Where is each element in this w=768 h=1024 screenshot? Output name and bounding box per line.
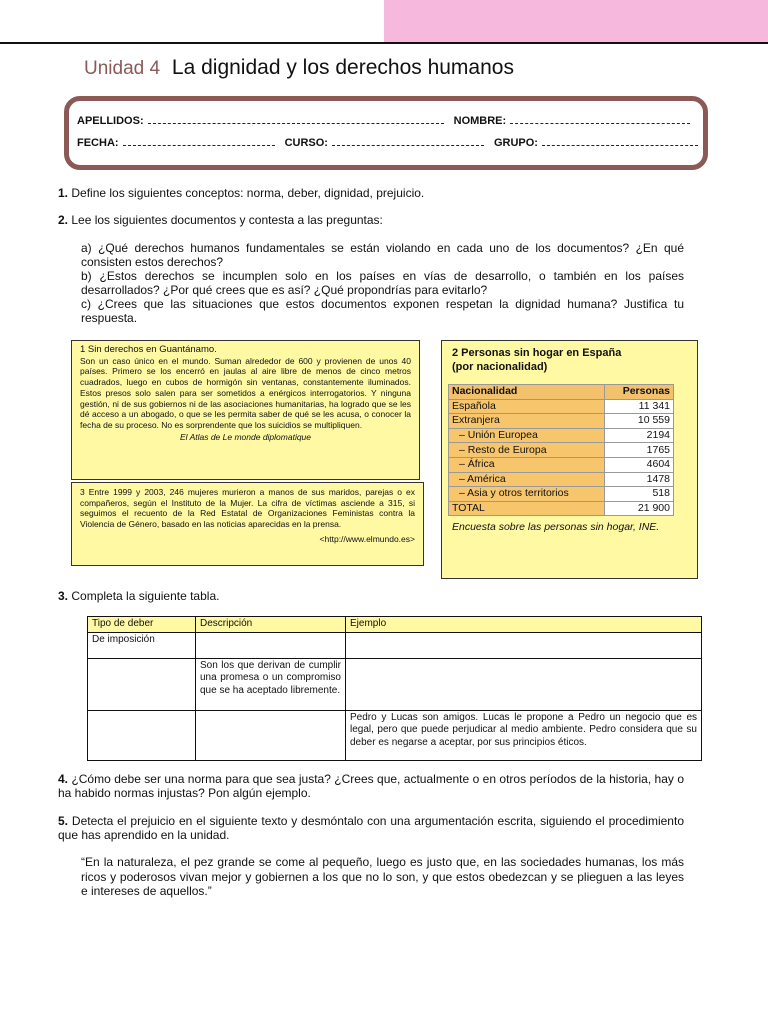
curso-label: CURSO:	[284, 137, 328, 149]
unit-label: Unidad 4	[84, 58, 161, 79]
table-row	[449, 487, 674, 502]
header-pink-box	[384, 0, 768, 42]
prejudice-quote: “En la naturaleza, el pez grande se come al pequeño, luego es justo que, en las sociedades humanas, los más ricos y poderosos vivan mejor y gobiernen a los que no lo son, y que estos obedezcan y se plieguen a las leyes e intereses de aquellos.”	[81, 855, 684, 898]
question-1-number: 1.	[58, 186, 69, 200]
row-value: 1478	[605, 472, 674, 487]
id-row-2	[77, 136, 708, 149]
table-row	[88, 658, 702, 710]
apellidos-field[interactable]	[148, 114, 444, 124]
document-1-source: El Atlas de Le monde diplomatique	[179, 431, 312, 442]
col-personas: Personas	[605, 385, 674, 400]
question-2b: b) ¿Estos derechos se incumplen solo en los países en vías de desarrollo, o también en los países desarrollados? ¿Por qué crees que es así? ¿Qué propondrías para evitarlo?	[81, 269, 684, 297]
row-value: 10 559	[605, 414, 674, 429]
row-name: – África	[449, 457, 605, 472]
question-5	[58, 814, 684, 842]
duties-table	[87, 616, 702, 761]
header-tipo: Tipo de deber	[88, 617, 196, 633]
question-4	[58, 772, 684, 800]
question-3-text: Completa la siguiente tabla.	[71, 589, 220, 603]
row-name: Extranjera	[449, 414, 605, 429]
page-title	[84, 56, 514, 80]
grupo-field[interactable]	[542, 136, 698, 146]
question-2a: a) ¿Qué derechos humanos fundamentales se están violando en cada uno de los documentos? ¿En qué consisten estos derechos?	[81, 241, 684, 269]
cell: Pedro y Lucas son amigos. Lucas le propone a Pedro un negocio que es legal, pero que puede perjudicar al medio ambiente. Pedro considera que su deber es negarse a aceptar, por sus principios éticos.	[346, 710, 702, 760]
question-1-text: Define los siguientes conceptos: norma, deber, dignidad, prejuicio.	[71, 186, 425, 200]
document-2-title	[452, 346, 621, 374]
question-5-number: 5.	[58, 814, 69, 828]
document-1-body: Son un caso único en el mundo. Suman alrededor de 600 y provienen de unos 40 países. Primero se los encerró en jaulas al aire libre de menos de cinco metros cuadrados, luego en cubos de hormigón sin ventanas, constantemente iluminados. Estos presos solo salen para ser sometidos a enérgicos interrogatorios. Y ninguna gestión, ni de sus gobiernos ni de las asociaciones humanitarias, ha logrado que se les dé acceso a un abogado, o que se les permita saber de qué se les acusa, o conocer la fecha de su proceso. No es sorprendente que los suicidios se multipliquen.	[80, 355, 411, 430]
cell[interactable]	[88, 710, 196, 760]
apellidos-label: APELLIDOS:	[77, 115, 144, 127]
table-row	[449, 457, 674, 472]
document-2-title-line: 2 Personas sin hogar en España	[452, 347, 622, 359]
question-2-text: Lee los siguientes documentos y contesta a las preguntas:	[71, 213, 383, 227]
title-text: La dignidad y los derechos humanos	[171, 56, 514, 79]
row-name: – Unión Europea	[449, 428, 605, 443]
document-3-body: 3 Entre 1999 y 2003, 246 mujeres murieron a manos de sus maridos, parejas o ex compañeros, según el Instituto de la Mujer. La cifra de víctimas asciende a 315, si seguimos el recuento de la Red Estatal de Organizaciones Feministas contra la Violencia de Género, basado en las noticias aparecidas en la prensa.	[80, 487, 415, 530]
document-2-subtitle: (por nacionalidad)	[452, 361, 548, 373]
row-value: 4604	[605, 457, 674, 472]
duties-table-header	[88, 617, 702, 633]
grupo-label: GRUPO:	[493, 137, 538, 149]
document-3-source: <http://www.elmundo.es>	[319, 533, 415, 544]
homeless-table	[448, 384, 674, 516]
row-name: – América	[449, 472, 605, 487]
document-1-title: 1 Sin derechos en Guantánamo.	[80, 344, 217, 355]
nombre-field[interactable]	[510, 114, 690, 124]
homeless-table-header	[449, 385, 674, 400]
header-ejemplo: Ejemplo	[346, 617, 702, 633]
question-2	[58, 213, 383, 227]
table-row	[449, 472, 674, 487]
table-row	[449, 443, 674, 458]
table-row	[449, 428, 674, 443]
fecha-field[interactable]	[123, 136, 275, 146]
table-row	[88, 632, 702, 658]
question-2-number: 2.	[58, 213, 69, 227]
question-4-number: 4.	[58, 772, 69, 786]
cell[interactable]	[346, 632, 702, 658]
row-value: 1765	[605, 443, 674, 458]
row-name: Española	[449, 399, 605, 414]
fecha-label: FECHA:	[77, 137, 119, 149]
row-value: 518	[605, 487, 674, 502]
row-value: 2194	[605, 428, 674, 443]
question-3	[58, 589, 219, 603]
row-name: – Resto de Europa	[449, 443, 605, 458]
cell[interactable]	[346, 658, 702, 710]
cell: Son los que derivan de cumplir una promesa o un compromiso que se ha aceptado libremente.	[196, 658, 346, 710]
question-5-text: Detecta el prejuicio en el siguiente texto y desmóntalo con una argumentación escrita, siguiendo el procedimiento que has aprendido en la unidad.	[58, 814, 684, 842]
table-row	[88, 710, 702, 760]
cell[interactable]	[196, 632, 346, 658]
cell[interactable]	[88, 658, 196, 710]
header-descripcion: Descripción	[196, 617, 346, 633]
document-2	[441, 340, 698, 579]
header-rule	[0, 42, 768, 44]
cell[interactable]	[196, 710, 346, 760]
row-value: 21 900	[605, 501, 674, 516]
row-value: 11 341	[605, 399, 674, 414]
table-row	[449, 414, 674, 429]
document-1	[71, 340, 420, 480]
nombre-label: NOMBRE:	[453, 115, 507, 127]
row-name: – Asia y otros territorios	[449, 487, 605, 502]
question-2c: c) ¿Crees que las situaciones que estos documentos exponen respetan la dignidad humana? Justifica tu respuesta.	[81, 297, 684, 325]
table-row	[449, 399, 674, 414]
question-3-number: 3.	[58, 589, 69, 603]
col-nacionalidad: Nacionalidad	[449, 385, 605, 400]
row-name: TOTAL	[449, 501, 605, 516]
table-row	[449, 501, 674, 516]
question-4-text: ¿Cómo debe ser una norma para que sea justa? ¿Crees que, actualmente o en otros períodos de la historia, hay o ha habido normas injustas? Pon algún ejemplo.	[58, 772, 684, 800]
document-2-source: Encuesta sobre las personas sin hogar, INE.	[452, 521, 660, 533]
id-row-1	[77, 114, 700, 127]
cell: De imposición	[88, 632, 196, 658]
curso-field[interactable]	[332, 136, 484, 146]
document-3	[71, 482, 424, 566]
student-info-box	[64, 96, 708, 170]
question-1	[58, 186, 424, 200]
